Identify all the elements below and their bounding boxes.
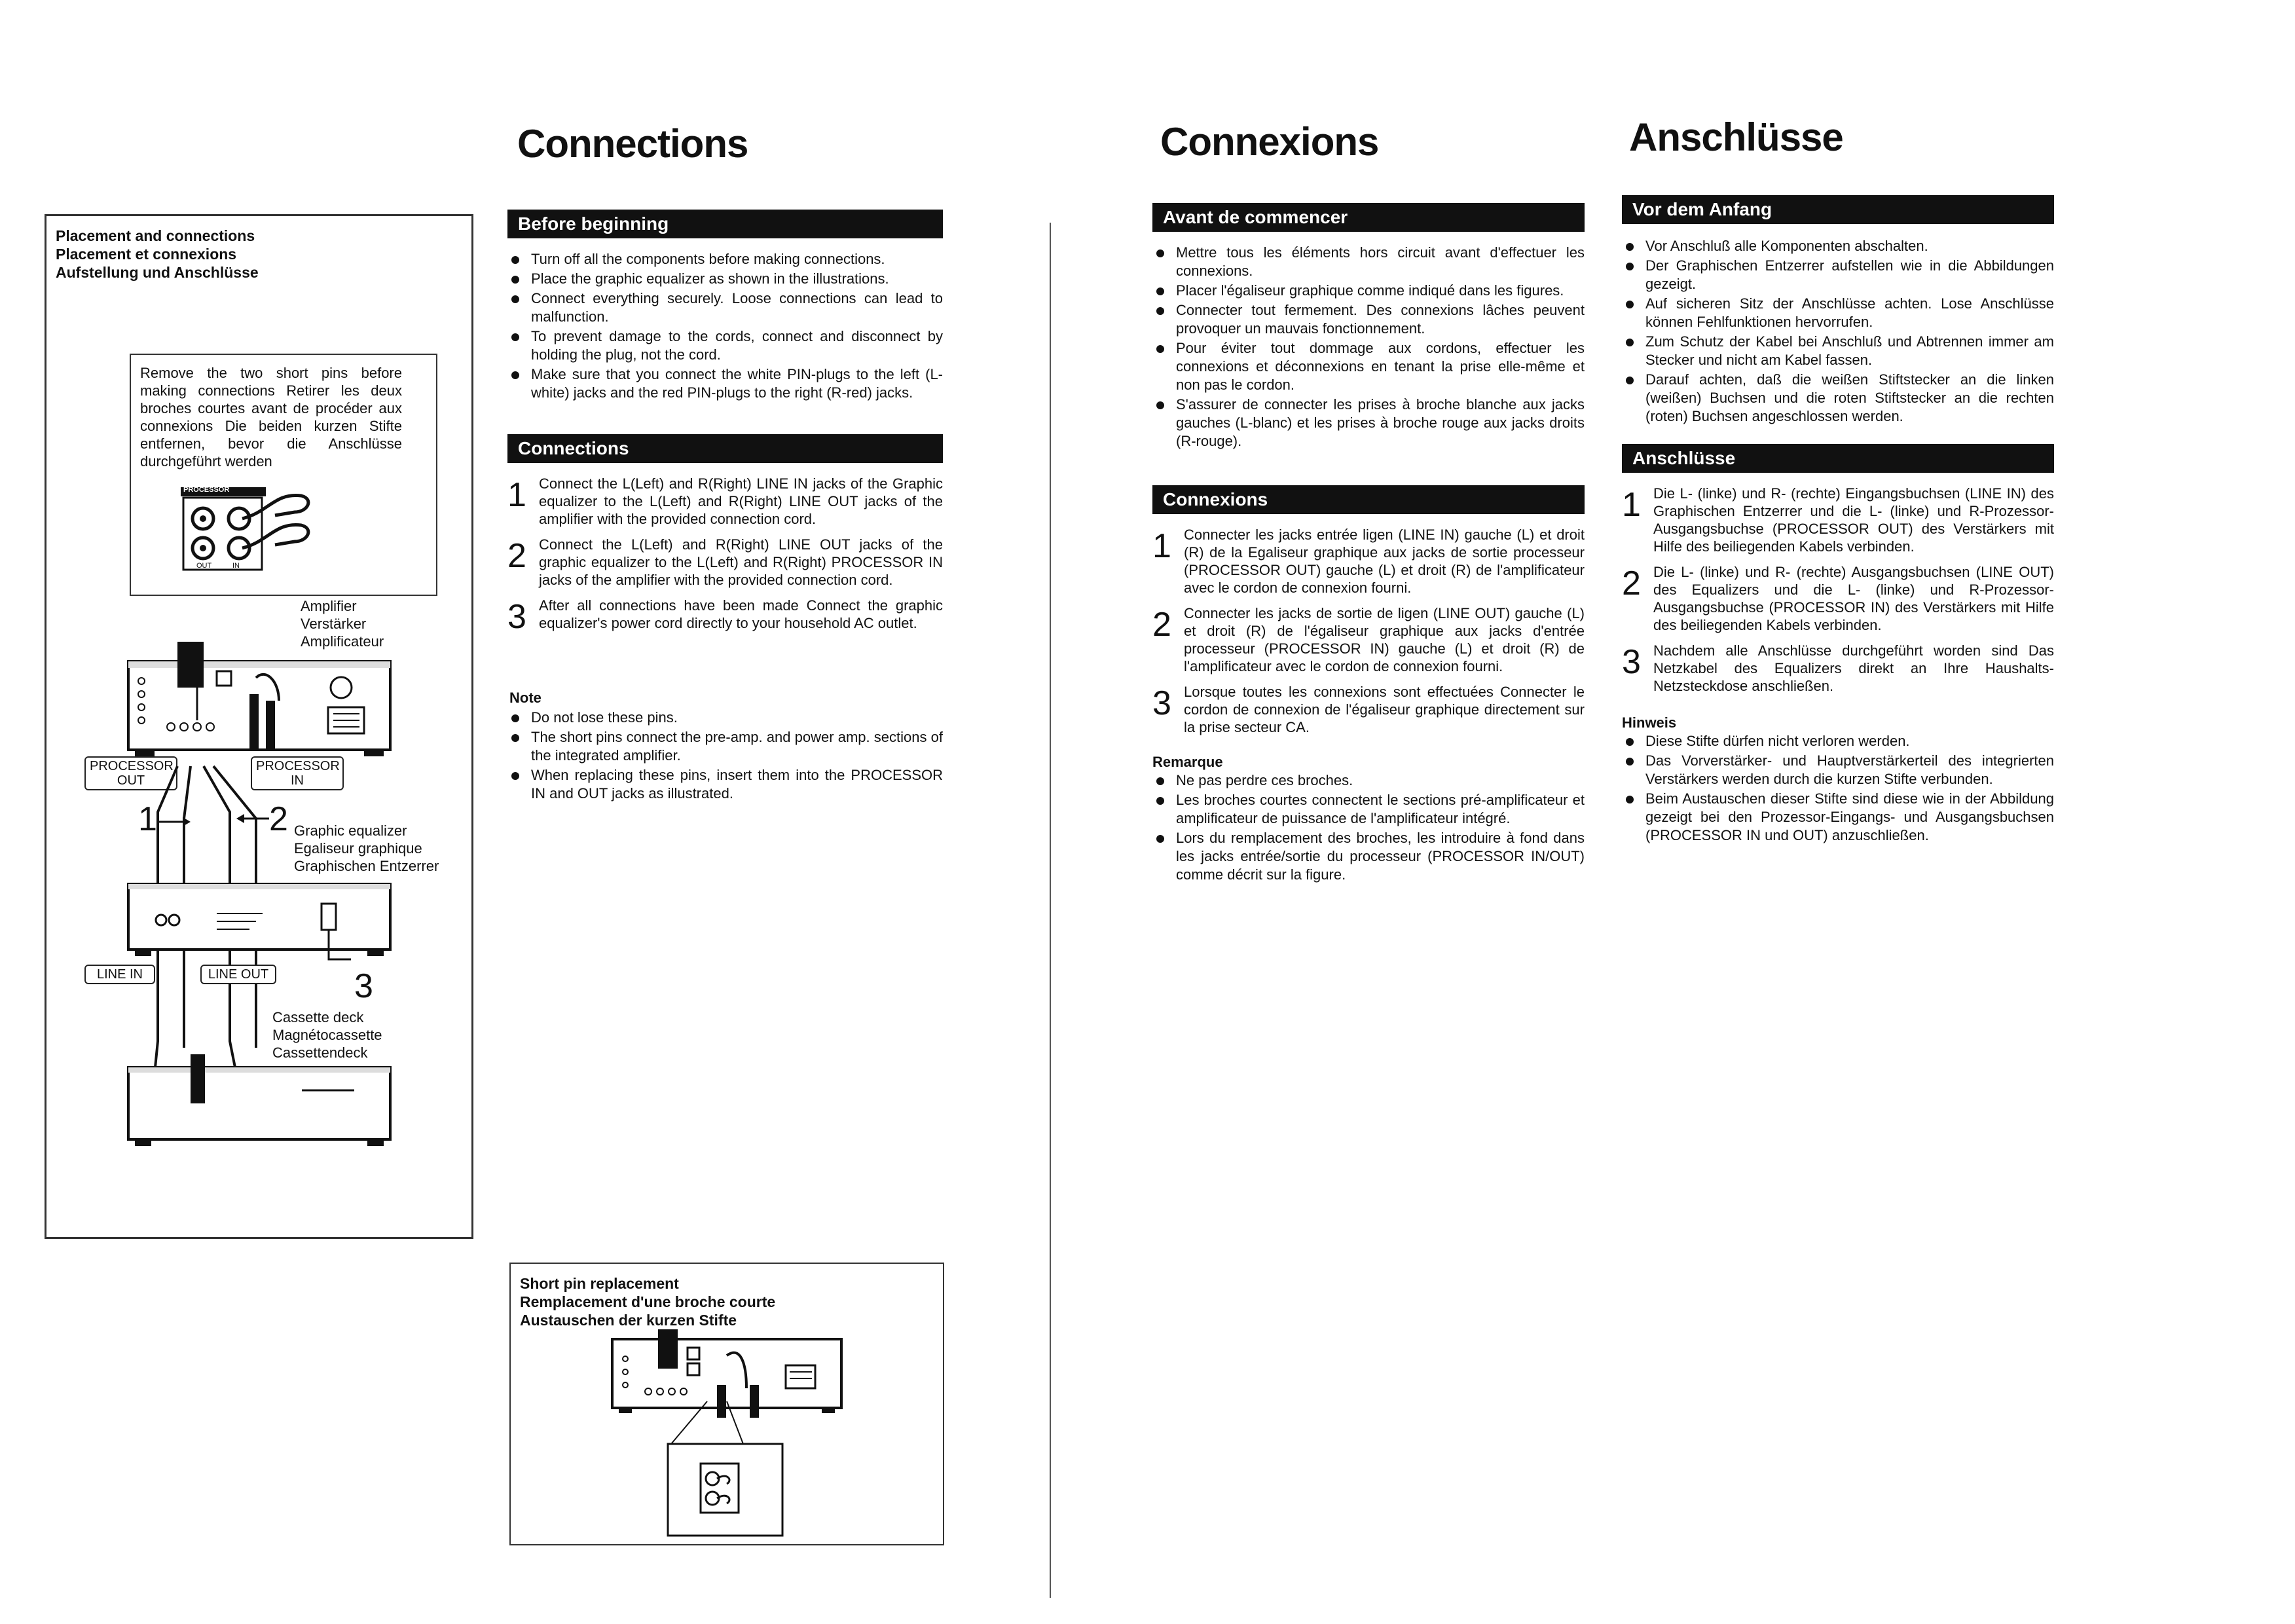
equalizer-illustration xyxy=(125,881,400,966)
before-list-de xyxy=(1622,237,2054,427)
list-item: Der Graphischen Entzerrer aufstellen wie in die Abbildungen gezeigt. xyxy=(1622,257,2054,293)
equalizer-label-fr: Egaliseur graphique xyxy=(294,840,422,857)
step-number: 3 xyxy=(1622,643,1641,681)
before-list-fr xyxy=(1152,244,1585,452)
placement-diagram-frame xyxy=(45,214,473,1239)
cassette-deck-illustration xyxy=(125,1054,400,1153)
step xyxy=(507,597,943,636)
pin-in-label: IN xyxy=(232,562,240,570)
pin-out-label: OUT xyxy=(196,562,212,570)
connections-heading-fr: Connexions xyxy=(1152,485,1585,514)
cassette-label-en: Cassette deck xyxy=(272,1009,364,1025)
diagram-heading-fr: Placement et connexions xyxy=(56,246,237,263)
step-text: Connect the L(Left) and R(Right) LINE IN jacks of the Graphic equalizer to the L(Left) and R(Right) LINE OUT jacks of the amplifier with the provided connection cord. xyxy=(539,475,943,527)
notes-list-de xyxy=(1622,732,2054,846)
step xyxy=(1152,604,1585,675)
note-heading-fr: Remarque xyxy=(1152,754,1223,770)
list-item: Darauf achten, daß die weißen Stiftstecker an die linken (weißen) Buchsen und die roten Stiftstecker an die rechten (roten) Buchsen angeschlossen werden. xyxy=(1622,371,2054,426)
equalizer-label xyxy=(294,822,439,875)
diagram-heading-de: Aufstellung und Anschlüsse xyxy=(56,264,259,281)
step-text: Die L- (linke) und R- (rechte) Ausgangsbuchsen (LINE OUT) des Equalizers und die L- (linke) und R-Prozessor-Ausgangsbuchse (PROCESSOR IN) des Verstärkers mit Hilfe des beiliegenden Kabels verbinden. xyxy=(1653,564,2054,633)
notes-list-fr xyxy=(1152,771,1585,885)
list-item: Mettre tous les éléments hors circuit avant d'effectuer les connexions. xyxy=(1152,244,1585,280)
step-number: 1 xyxy=(507,476,526,514)
note-heading-de: Hinweis xyxy=(1622,714,1677,731)
list-item: Auf sicheren Sitz der Anschlüsse achten. Lose Anschlüsse können Fehlfunktionen hervorrufen. xyxy=(1622,295,2054,331)
list-item: Place the graphic equalizer as shown in the illustrations. xyxy=(507,270,943,288)
step xyxy=(1622,485,2054,555)
step-text: Nachdem alle Anschlüsse durchgeführt worden sind Das Netzkabel des Equalizers direkt an Ihre Haushalts-Netzsteckdose anschließen. xyxy=(1653,642,2054,694)
step xyxy=(1622,563,2054,634)
step-number: 2 xyxy=(1152,606,1171,644)
replacement-heading-de: Austauschen der kurzen Stifte xyxy=(520,1312,737,1329)
connections-heading-en: Connections xyxy=(507,434,943,463)
step-number: 3 xyxy=(1152,684,1171,722)
list-item: The short pins connect the pre-amp. and power amp. sections of the integrated amplifier. xyxy=(507,728,943,765)
list-item: Das Vorverstärker- und Hauptverstärkerteil des integrierten Verstärkers werden durch die kurzen Stifte verbunden. xyxy=(1622,752,2054,788)
step-number: 2 xyxy=(507,537,526,575)
list-item: Les broches courtes connectent le sections pré-amplificateur et amplificateur de puissance de l'amplificateur intégré. xyxy=(1152,791,1585,828)
replacement-heading-en: Short pin replacement xyxy=(520,1275,679,1292)
equalizer-label-en: Graphic equalizer xyxy=(294,822,407,839)
list-item: Vor Anschluß alle Komponenten abschalten. xyxy=(1622,237,2054,255)
list-item: Zum Schutz der Kabel bei Anschluß und Abtrennen immer am Stecker und nicht am Kabel fassen. xyxy=(1622,333,2054,369)
list-item: Connecter tout fermement. Des connexions lâches peuvent provoquer un mauvais fonctionnement. xyxy=(1152,301,1585,338)
diagram-heading xyxy=(56,227,449,282)
callout-2-arrow xyxy=(236,812,269,825)
callout-1-arrow xyxy=(158,815,191,828)
list-item: Lors du remplacement des broches, les introduire à fond dans les jacks entrée/sortie du processeur (PROCESSOR IN/OUT) comme décrit sur la figure. xyxy=(1152,829,1585,884)
list-item: Ne pas perdre ces broches. xyxy=(1152,771,1585,790)
pin-note-box xyxy=(130,354,437,596)
processor-in-label-l1: PROCESSOR xyxy=(256,759,340,773)
callout-2: 2 xyxy=(269,800,288,838)
step-text: Connecter les jacks entrée ligen (LINE IN) gauche (L) et droit (R) de la Egaliseur graphique aux jacks de sortie processeur (PROCESSOR OUT) gauche (L) et droit (R) de l'amplificateur avec le cordon de connexion fourni. xyxy=(1184,526,1585,596)
amplifier-label-de: Verstärker xyxy=(301,616,367,632)
processor-out-label-l2: OUT xyxy=(117,773,145,788)
amplifier-label-en: Amplifier xyxy=(301,598,357,614)
list-item: Pour éviter tout dommage aux cordons, effectuer les connexions et déconnexions en tenant la prise elle-même et non pas le cordon. xyxy=(1152,339,1585,394)
step xyxy=(1152,526,1585,597)
pin-replacement-frame xyxy=(509,1263,944,1545)
list-item: S'assurer de connecter les prises à broche blanche aux jacks gauches (L-blanc) et les prises à broche rouge aux jacks droits (R-rouge). xyxy=(1152,396,1585,451)
list-item: Turn off all the components before making connections. xyxy=(507,250,943,268)
connections-heading-de: Anschlüsse xyxy=(1622,444,2054,473)
step-text: Connect the L(Left) and R(Right) LINE OUT jacks of the graphic equalizer to the L(Left) and R(Right) PROCESSOR IN jacks of the amplifier with the provided connection cord. xyxy=(539,536,943,588)
processor-out-label-l1: PROCESSOR xyxy=(90,759,174,773)
steps-de xyxy=(1622,485,2054,703)
replacement-heading xyxy=(520,1274,913,1329)
step xyxy=(1152,683,1585,736)
replacement-heading-fr: Remplacement d'une broche courte xyxy=(520,1293,776,1310)
page-title-de: Anschlüsse xyxy=(1629,115,1843,159)
page-title-en: Connections xyxy=(517,122,748,166)
callout-3: 3 xyxy=(354,967,373,1005)
cassette-label-fr: Magnétocassette xyxy=(272,1027,382,1043)
step-number: 2 xyxy=(1622,564,1641,602)
steps-fr xyxy=(1152,526,1585,744)
step-text: Lorsque toutes les connexions sont effectuées Connecter le cordon de connexion de l'égaliseur graphique directement sur la prise secteur CA. xyxy=(1184,684,1585,735)
step-text: Die L- (linke) und R- (rechte) Eingangsbuchsen (LINE IN) des Graphischen Entzerrer und die L- (linke) und R-Prozessor-Ausgangsbuchse (PROCESSOR OUT) des Verstärkers mit Hilfe des beiliegenden Kabels verbinden. xyxy=(1653,485,2054,555)
list-item: Beim Austauschen dieser Stifte sind diese wie in der Abbildung gezeigt bei den Prozessor-Eingangs- und Ausgangsbuchsen (PROCESSOR IN und OUT) anzuschließen. xyxy=(1622,790,2054,845)
list-item: Diese Stifte dürfen nicht verloren werden. xyxy=(1622,732,2054,750)
pin-panel-label: PROCESSOR xyxy=(183,486,230,494)
amplifier-label-fr: Amplificateur xyxy=(301,633,384,650)
diagram-heading-en: Placement and connections xyxy=(56,227,255,244)
replacement-illustration xyxy=(609,1329,851,1545)
list-item: Make sure that you connect the white PIN-plugs to the left (L-white) jacks and the red PIN-plugs to the right (R-red) jacks. xyxy=(507,365,943,402)
line-in-label: LINE IN xyxy=(84,965,155,984)
page-title-fr: Connexions xyxy=(1160,120,1379,164)
step-number: 3 xyxy=(507,598,526,636)
list-item: To prevent damage to the cords, connect and disconnect by holding the plug, not the cord. xyxy=(507,327,943,364)
step-text: Connecter les jacks de sortie de ligen (LINE OUT) gauche (L) et droit (R) de l'égaliseur graphique aux jacks d'entrée processeur (PROCESSOR IN) gauche (L) et droit (R) de l'amplificateur avec le cordon de connexion fourni. xyxy=(1184,605,1585,674)
equalizer-label-de: Graphischen Entzerrer xyxy=(294,858,439,874)
list-item: Do not lose these pins. xyxy=(507,709,943,727)
list-item: Connect everything securely. Loose connections can lead to malfunction. xyxy=(507,289,943,326)
before-heading-de: Vor dem Anfang xyxy=(1622,195,2054,224)
line-out-label: LINE OUT xyxy=(200,965,276,984)
before-heading-en: Before beginning xyxy=(507,210,943,238)
callout-1: 1 xyxy=(138,800,157,838)
before-heading-fr: Avant de commencer xyxy=(1152,203,1585,232)
page-fold-line xyxy=(1050,223,1051,1598)
list-item: When replacing these pins, insert them into the PROCESSOR IN and OUT jacks as illustrated. xyxy=(507,766,943,803)
step xyxy=(1622,642,2054,695)
note-heading-en: Note xyxy=(509,690,542,706)
cassette-label xyxy=(272,1008,382,1061)
processor-in-label-l2: IN xyxy=(291,773,304,788)
notes-list-en xyxy=(507,709,943,804)
step-text: After all connections have been made Connect the graphic equalizer's power cord directly to your household AC outlet. xyxy=(539,597,943,631)
list-item: Placer l'égaliseur graphique comme indiqué dans les figures. xyxy=(1152,282,1585,300)
step-number: 1 xyxy=(1622,486,1641,524)
cassette-label-de: Cassettendeck xyxy=(272,1044,368,1061)
step xyxy=(507,475,943,528)
step-number: 1 xyxy=(1152,527,1171,565)
step xyxy=(507,536,943,589)
steps-en xyxy=(507,475,943,640)
before-list-en xyxy=(507,250,943,403)
pin-note-text: Remove the two short pins before making connections Retirer les deux broches courtes avant de procéder aux connexions Die beiden kurzen Stifte entfernen, bevor die Anschlüsse durchgeführt werden xyxy=(140,365,402,470)
